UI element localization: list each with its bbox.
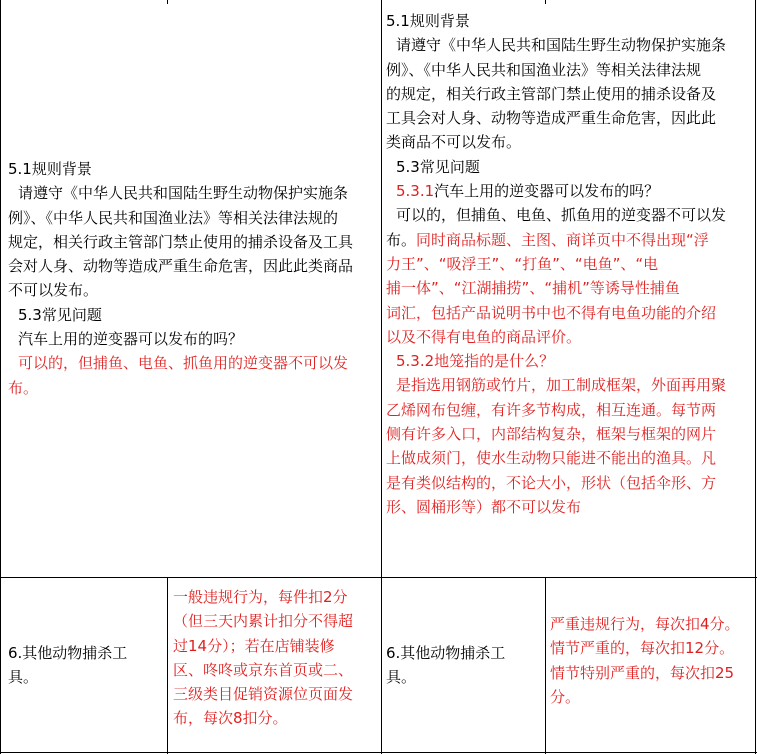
top-stub-right [545, 0, 546, 4]
left-text-line: 汽车上用的逆变器可以发布的吗？ [18, 330, 244, 349]
penalty-line: 过14分）；若在店铺装修 [173, 636, 335, 655]
text-segment: 词汇，包括产品说明书中也不得有电鱼功能的介绍 [386, 303, 717, 322]
row2-left-divider [167, 577, 168, 754]
text-segment: 例》、《中华人民共和国渔业法》等相关法律法规 [386, 60, 702, 79]
text-segment: 捕一体”、“江湖捕捞”、“捕机”等诱导性捕鱼 [386, 279, 680, 298]
right-text-line [386, 276, 754, 300]
text-segment: 侧有许多入口，内部结构复杂，框架与框架的网片 [386, 425, 717, 444]
right-rules-cell [386, 9, 754, 519]
penalty-line: 情节特别严重的，每次扣25 [550, 663, 735, 682]
right-text-line [386, 495, 754, 519]
text-segment: 是指选用钢筋或竹片，加工制成框架，外面再用聚 [396, 376, 727, 395]
text-segment: 可以的，但捕鱼、电鱼、抓鱼用的逆变器不可以发 [396, 206, 727, 225]
text-segment: 类商品不可以发布。 [386, 133, 522, 152]
left-text-line: 5.1规则背景 [8, 160, 92, 178]
right-text-line [386, 106, 754, 130]
table-mid-divider [381, 0, 382, 754]
penalty-line: 分。 [550, 687, 581, 706]
right-text-line [386, 9, 754, 33]
row-divider [0, 577, 757, 578]
left-text-line: 布。 [8, 378, 39, 397]
text-segment: 同时商品标题、主图、商详页中不得出现“浮 [416, 230, 709, 249]
text-segment: 5.3.2地笼指的是什么？ [396, 352, 555, 371]
right-text-line [386, 58, 754, 82]
category-line: 具。 [8, 668, 39, 687]
left-text-line: 规定，相关行政主管部门禁止使用的捕杀设备及工具 [8, 232, 354, 251]
left-penalty-cell [173, 585, 378, 731]
left-text-line: 不可以发布。 [8, 281, 99, 300]
right-text-line [386, 252, 754, 276]
right-text-line [386, 349, 754, 373]
text-segment: 5.1规则背景 [386, 12, 470, 30]
right-text-line [386, 82, 754, 106]
text-segment: 是有类似结构的，不论大小，形状（包括伞形、方 [386, 473, 717, 492]
right-text-line [386, 33, 754, 57]
top-stub-left [167, 0, 168, 4]
right-text-line [386, 155, 754, 179]
text-segment: 力王”、“吸浮王”、“打鱼”、“电鱼”、“电 [386, 254, 659, 273]
penalty-line: 区、咚咚或京东首页或二、 [173, 660, 354, 679]
left-text-line: 例》、《中华人民共和国渔业法》等相关法律法规的 [8, 208, 339, 227]
penalty-line: 一般违规行为，每件扣2分 [173, 588, 348, 606]
right-text-line [386, 446, 754, 470]
text-segment: 上做成须门，使水生动物只能进不能出的渔具。凡 [386, 449, 717, 468]
text-segment: 汽车上用的逆变器可以发布的吗？ [434, 182, 660, 201]
text-segment: 以及不得有电鱼的商品评价。 [386, 327, 582, 346]
penalty-line: 严重违规行为，每次扣4分。 [550, 615, 740, 633]
row2-right-divider [545, 577, 546, 754]
left-rules-cell [8, 157, 378, 400]
right-text-line [386, 179, 754, 203]
category-line: 6.其他动物捕杀工 [8, 644, 128, 662]
right-text-line [386, 325, 754, 349]
text-segment: 5.3.1 [396, 182, 435, 201]
right-text-line [386, 373, 754, 397]
table-bottom-border [0, 752, 757, 753]
text-segment: 工具会对人身、动物等造成严重生命危害，因此此 [386, 109, 717, 128]
right-text-line [386, 130, 754, 154]
left-text-line: 5.3常见问题 [18, 305, 102, 324]
left-category-cell [8, 641, 164, 690]
penalty-line: 情节严重的，每次扣12分。 [550, 639, 735, 658]
text-segment: 的规定，相关行政主管部门禁止使用的捕杀设备及 [386, 84, 717, 103]
penalty-line: （但三天内累计扣分不得超 [173, 612, 354, 631]
text-segment: 乙烯网布包缠，有许多节构成，相互连通。每节两 [386, 400, 717, 419]
text-segment: 5.3常见问题 [396, 157, 480, 176]
right-text-line [386, 398, 754, 422]
penalty-line: 三级类目促销资源位页面发 [173, 685, 354, 704]
category-line: 具。 [386, 668, 417, 687]
right-text-line [386, 422, 754, 446]
left-text-line: 可以的，但捕鱼、电鱼、抓鱼用的逆变器不可以发 [18, 354, 349, 373]
category-line: 6.其他动物捕杀工 [386, 644, 506, 662]
penalty-line: 布，每次8扣分。 [173, 709, 288, 728]
text-segment: 布。 [386, 230, 417, 249]
table-right-border [755, 0, 756, 754]
right-text-line [386, 228, 754, 252]
right-text-line [386, 301, 754, 325]
right-text-line [386, 471, 754, 495]
right-penalty-cell [550, 612, 754, 709]
table-left-border [0, 0, 1, 754]
left-text-line: 请遵守《中华人民共和国陆生野生动物保护实施条 [18, 184, 349, 203]
text-segment: 形、圆桶形等）都不可以发布 [386, 497, 582, 516]
left-text-line: 会对人身、动物等造成严重生命危害，因此此类商品 [8, 257, 354, 276]
text-segment: 请遵守《中华人民共和国陆生野生动物保护实施条 [396, 36, 727, 55]
right-category-cell [386, 641, 542, 690]
right-text-line [386, 203, 754, 227]
